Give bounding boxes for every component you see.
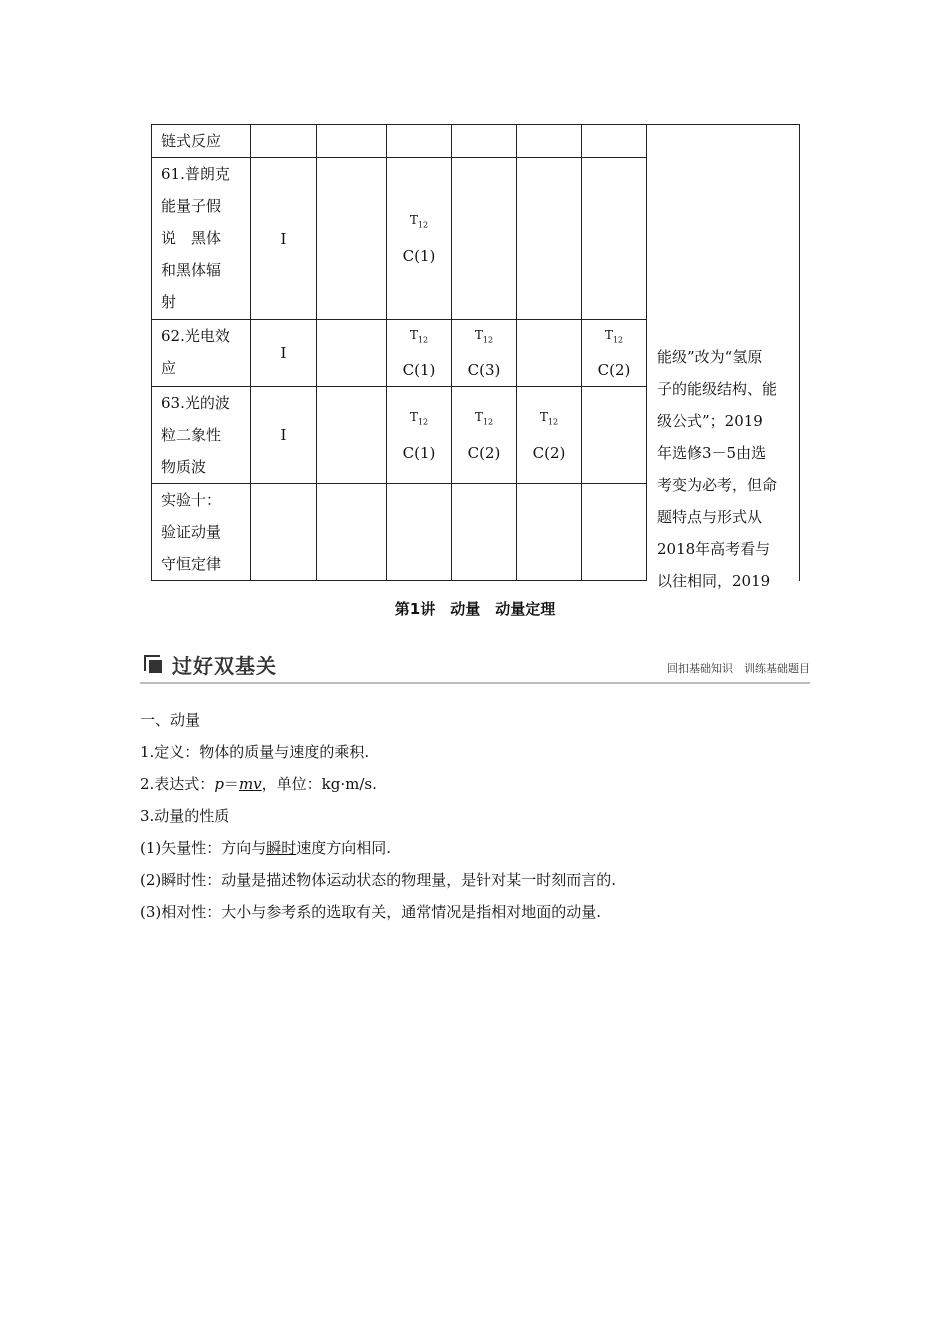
section-banner: [140, 650, 810, 684]
note-line: 年选修3－5由选: [657, 443, 767, 462]
exam-cell: [582, 125, 647, 158]
topic-line: 粒二象性: [161, 426, 222, 445]
topic-cell: [152, 125, 251, 158]
instant-underlined: 瞬时: [266, 839, 297, 857]
note-line: 考变为必考，但命: [657, 475, 778, 494]
note-line: 子的能级结构、能: [657, 379, 778, 398]
topic-line: 守恒定律: [161, 555, 222, 574]
exam-cell: [387, 125, 452, 158]
question-type: C(2): [532, 443, 566, 462]
note-cell: [647, 141, 800, 597]
equals-sign: ＝: [223, 775, 239, 793]
topic-line: 实验十：: [161, 491, 222, 510]
exam-cell: [582, 484, 647, 581]
level-cell: [251, 125, 317, 158]
exam-cell: [452, 158, 517, 320]
question-type: C(1): [402, 246, 436, 265]
topic-line: 应: [161, 359, 177, 377]
question-number: $T_{12}$: [604, 328, 624, 345]
section-square-icon: [144, 655, 162, 673]
exam-cell: [387, 387, 452, 484]
question-number: $T_{12}$: [409, 213, 429, 230]
topic-line: 62.光电效: [161, 327, 230, 345]
exam-cell: [317, 320, 387, 387]
note-line: 题特点与形式从: [657, 507, 763, 526]
level-cell: Ⅰ: [251, 320, 317, 387]
exam-cell: [387, 320, 452, 387]
exam-cell: [517, 484, 582, 581]
exam-cell: [317, 125, 387, 158]
topic-line: 链式反应: [161, 132, 222, 150]
question-type: C(2): [467, 443, 501, 462]
exam-table: [151, 124, 800, 590]
question-number: $T_{12}$: [474, 328, 494, 345]
topic-line: 物质波: [161, 458, 207, 477]
topic-line: 能量子假: [161, 197, 222, 215]
exam-cell: [582, 320, 647, 387]
banner-subtitle: 回扣基础知识 训练基础题目: [667, 662, 810, 675]
topic-line: 61.普朗克: [161, 165, 230, 183]
question-type: C(1): [402, 443, 436, 462]
formula-mv: mv: [238, 775, 262, 793]
heading-momentum: 一、动量: [140, 711, 201, 729]
topic-cell: [152, 387, 251, 484]
topic-line: 和黑体辐: [161, 261, 222, 279]
question-number: $T_{12}$: [474, 410, 494, 427]
exam-cell: [582, 158, 647, 320]
question-type: C(1): [402, 361, 436, 380]
banner-title: 过好双基关: [172, 654, 277, 678]
topic-cell: [152, 484, 251, 581]
topic-cell: [152, 320, 251, 387]
table-row: [152, 125, 800, 158]
note-line: 以往相同，2019: [657, 571, 771, 590]
exam-cell: [517, 387, 582, 484]
vector-property-line: [140, 832, 820, 864]
exam-cell: [517, 125, 582, 158]
exam-cell: [317, 484, 387, 581]
expression-unit: ，单位：kg·m/s.: [261, 775, 377, 793]
question-type: C(3): [467, 361, 501, 380]
exam-cell: [387, 158, 452, 320]
symbol-p: p: [214, 775, 224, 793]
question-number: $T_{12}$: [409, 328, 429, 345]
topic-line: 说 黑体: [161, 229, 222, 247]
content-body: [140, 704, 820, 928]
topic-cell: [152, 158, 251, 320]
question-number: $T_{12}$: [409, 410, 429, 427]
exam-cell: [452, 484, 517, 581]
exam-cell: [317, 158, 387, 320]
expression-line: [140, 768, 820, 800]
instantaneous-property-line: (2)瞬时性：动量是描述物体运动状态的物理量，是针对某一时刻而言的.: [140, 871, 617, 889]
exam-cell: [452, 125, 517, 158]
vector-prefix: (1)矢量性：方向与: [140, 839, 267, 857]
expression-prefix: 2.表达式：: [140, 775, 215, 793]
question-type: C(2): [597, 361, 631, 380]
exam-cell: [452, 320, 517, 387]
lesson-title: 第1讲 动量 动量定理: [394, 600, 556, 618]
question-number: $T_{12}$: [539, 410, 559, 427]
level-cell: Ⅰ: [251, 387, 317, 484]
properties-heading: 3.动量的性质: [140, 807, 230, 825]
topic-line: 验证动量: [161, 523, 222, 542]
level-cell: [251, 484, 317, 581]
definition-line: 1.定义：物体的质量与速度的乘积.: [140, 743, 370, 761]
note-line: 能级”改为“氢原: [657, 347, 763, 366]
exam-cell: [387, 484, 452, 581]
vector-suffix: 速度方向相同.: [296, 839, 392, 857]
topic-line: 63.光的波: [161, 394, 230, 413]
exam-cell: [452, 387, 517, 484]
exam-cell: [582, 387, 647, 484]
note-line: 级公式”；2019: [657, 411, 763, 430]
relative-property-line: (3)相对性：大小与参考系的选取有关，通常情况是指相对地面的动量.: [140, 903, 602, 921]
topic-line: 射: [161, 293, 177, 311]
exam-cell: [517, 158, 582, 320]
level-cell: Ⅰ: [251, 158, 317, 320]
exam-cell: [317, 387, 387, 484]
note-line: 2018年高考看与: [657, 539, 771, 558]
exam-cell: [517, 320, 582, 387]
